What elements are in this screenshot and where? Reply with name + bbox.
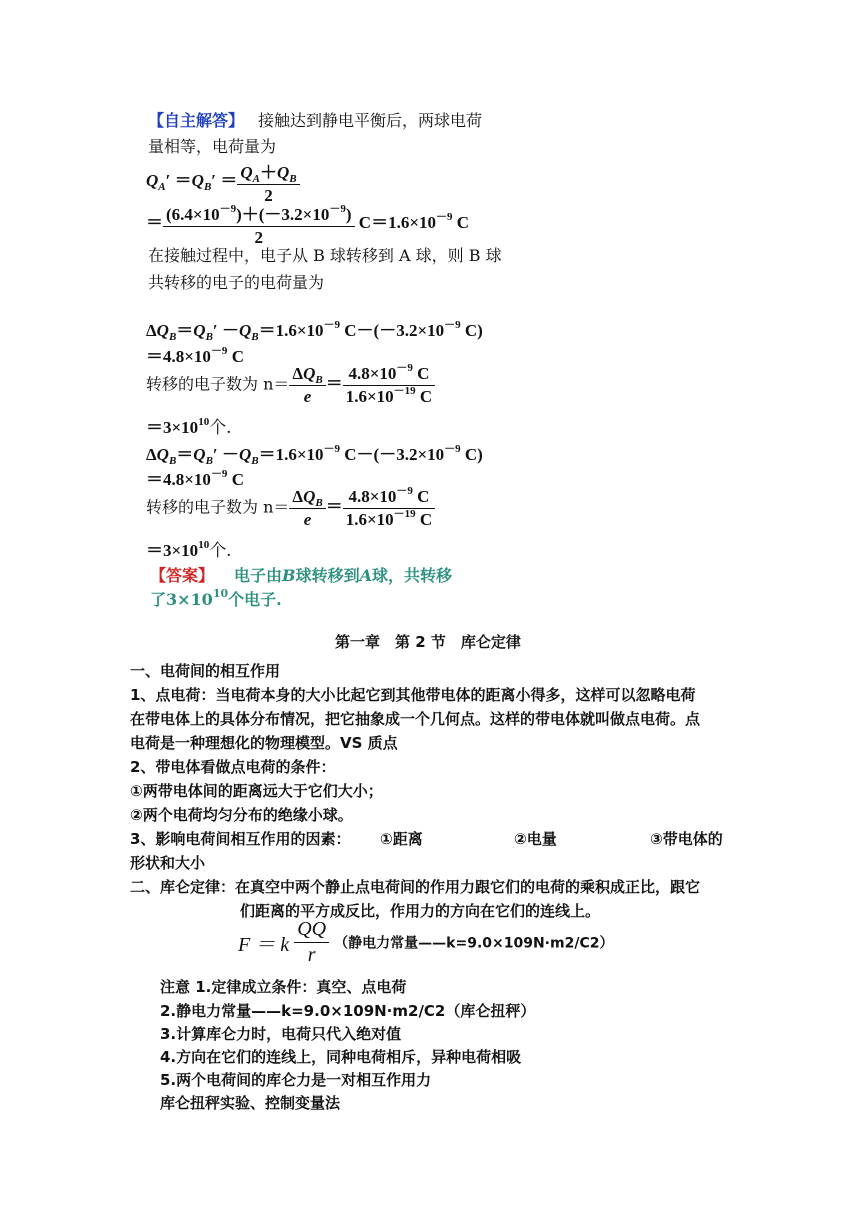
equation-1: $Q_A' =Q_B'$ ＝ $\frac{Q_A+Q_B}{2}$	[146, 158, 300, 206]
note-6: 库仑扭秤实验、控制变量法	[160, 1094, 341, 1112]
paragraph-line-1: 1、点电荷：当电荷本身的大小比起它到其他带电体的距离小得多，这样可以忽略电荷	[130, 686, 696, 704]
formula-note: （静电力常量——k=9.0×109N·m2/C2）	[334, 935, 614, 952]
electron-count-result-1: $=3\times 10^{10}$个.	[146, 416, 232, 438]
paragraph-line-2: 在带电体上的具体分布情况，把它抽象成一个几何点。这样的带电体就叫做点电荷。点	[130, 710, 701, 728]
factor-distance: ①距离	[380, 830, 423, 848]
note-1: 注意 1.定律成立条件：真空、点电荷	[160, 978, 407, 996]
answer-text-1: 电子由B球转移到A球，共转移	[234, 566, 453, 585]
coulomb-formula: F ＝ k $\frac{QQ}{r}$ （静电力常量——k=9.0×109N·m2/C2）	[238, 918, 614, 966]
delta-q-equation-2: $\Delta Q_B=Q_B' -Q_B=1.6\times 10^{-9}$ $C-(-3.2\times 10^{-9}$ C)	[146, 443, 483, 467]
answer-label: 【答案】	[150, 566, 215, 585]
note-5: 5.两个电荷间的库仑力是一对相互作用力	[160, 1071, 432, 1089]
answer-line-2: 了$3\times 10^{10}$个电子.	[150, 587, 282, 609]
electron-count-label-2: 转移的电子数为 n＝	[146, 497, 290, 517]
paragraph-line-6: ②两个电荷均匀分布的绝缘小球。	[130, 806, 353, 824]
heading-2: 二、库仑定律：在真空中两个静止点电荷间的作用力跟它们的电荷的乘积成正比，跟它	[130, 878, 701, 896]
paragraph-line-8: 形状和大小	[130, 854, 206, 872]
heading-1: 一、电荷间的相互作用	[130, 662, 281, 680]
electron-count-eq-2: 转移的电子数为 n＝ $\frac{\Delta Q_B}{e}$ ＝ $\frac{4.8\times 10^{-9} C}{1.6\times 10^{-19} C}$	[146, 487, 435, 530]
solution-text-1: 接触达到静电平衡后，两球电荷	[258, 111, 483, 130]
note-4: 4.方向在它们的连线上，同种电荷相斥，异种电荷相吸	[160, 1048, 522, 1066]
answer-line-1	[150, 563, 452, 586]
delta-q-equation-1: $\Delta Q_B=Q_B' -Q_B=1.6\times 10^{-9}$ $C-(-3.2\times 10^{-9}$ C)	[146, 319, 483, 343]
paragraph-line-5: ①两带电体间的距离远大于它们大小；	[130, 782, 383, 800]
solution-line-4: 共转移的电子的电荷量为	[148, 273, 325, 292]
electron-count-eq-1: 转移的电子数为 n＝ $\frac{\Delta Q_B}{e}$ ＝ $\frac{4.8\times 10^{-9} C}{1.6\times 10^{-19} C}$	[146, 364, 435, 407]
equation-2: ＝ $\frac{(6.4\times 10^{-9})+(-3.2\times 10^{-9})}{2}$ $C=1.6\times 10^{-9}$ C	[146, 200, 469, 248]
section-title: 第一章 第 2 节 库仑定律	[335, 633, 521, 651]
delta-q-result-1: $=4.8\times 10^{-9}$ C	[146, 345, 244, 366]
formula-denominator: r	[307, 944, 316, 966]
paragraph-line-3: 电荷是一种理想化的物理模型。VS 质点	[130, 734, 398, 752]
factor-shape: ③带电体的	[650, 830, 723, 848]
note-2: 2.静电力常量——k=9.0×109N·m2/C2（库仑扭秤）	[160, 1002, 536, 1020]
paragraph-line-4: 2、带电体看做点电荷的条件：	[130, 758, 336, 776]
formula-numerator: QQ	[294, 918, 329, 943]
electron-count-result-2: $=3\times 10^{10}$个.	[146, 539, 232, 561]
heading-2-cont: 们距离的平方成反比，作用力的方向在它们的连线上。	[240, 902, 601, 920]
factor-charge: ②电量	[514, 830, 557, 848]
solution-label: 【自主解答】	[148, 111, 245, 130]
factors-label: 3、影响电荷间相互作用的因素：	[130, 830, 351, 848]
solution-line-1	[148, 108, 482, 131]
delta-q-result-2: $=4.8\times 10^{-9}$ C	[146, 468, 244, 489]
note-3: 3.计算库仑力时，电荷只代入绝对值	[160, 1025, 402, 1043]
electron-count-label: 转移的电子数为 n＝	[146, 374, 290, 394]
solution-line-2: 量相等，电荷量为	[148, 137, 277, 156]
solution-line-3: 在接触过程中，电子从 B 球转移到 A 球，则 B 球	[148, 246, 502, 265]
